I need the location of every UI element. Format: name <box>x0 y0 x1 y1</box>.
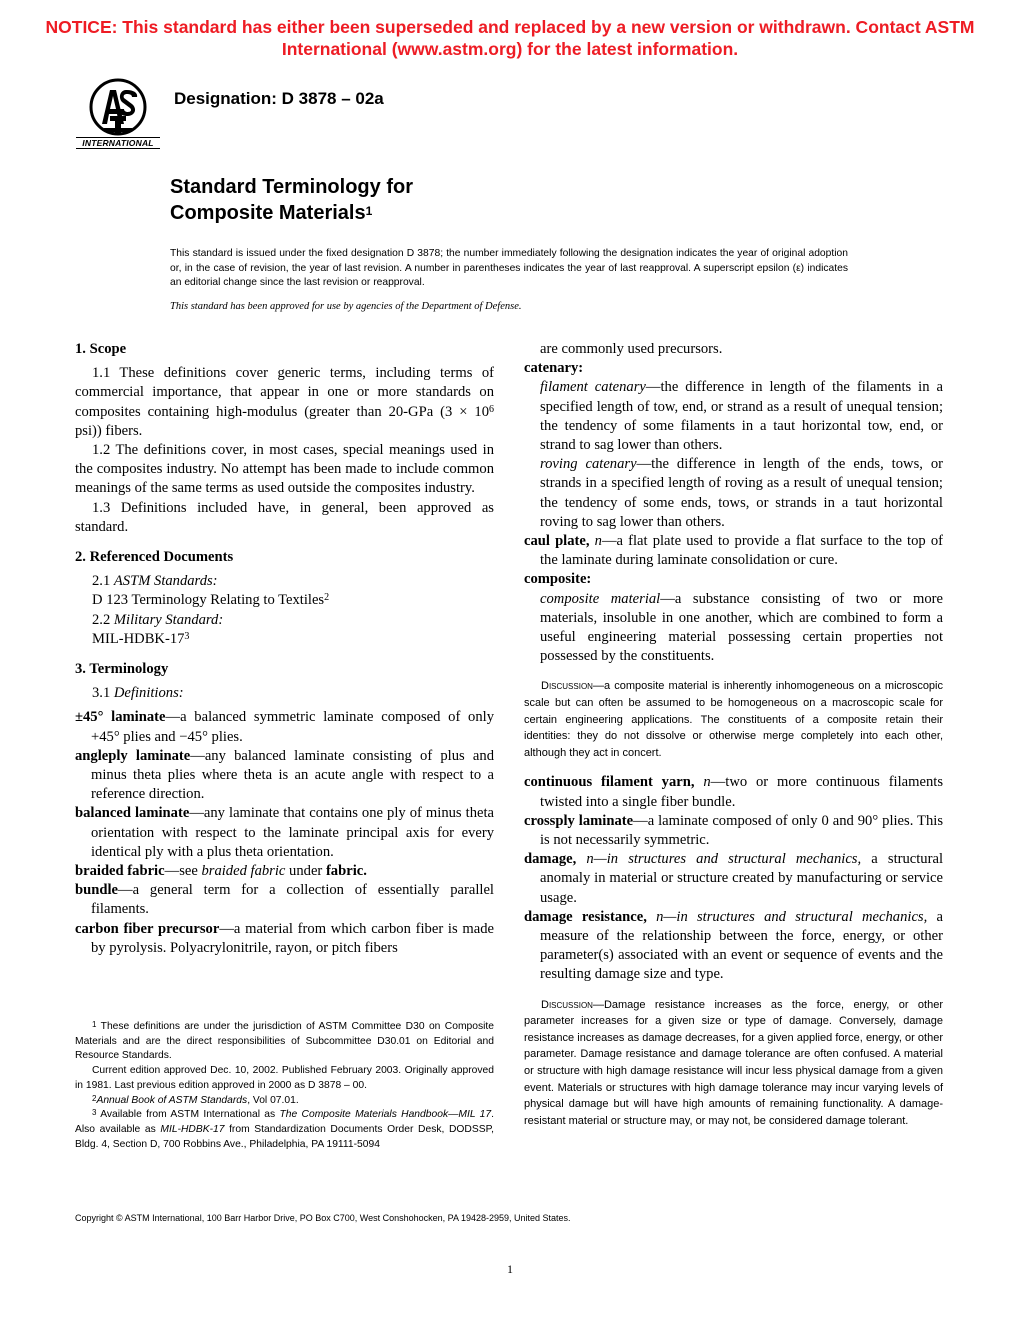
scope-p3: 1.3 Definitions included have, in general, been approved as standard. <box>75 499 494 535</box>
precursor-continuation: are commonly used precursors. <box>540 341 723 357</box>
document-title <box>170 174 413 226</box>
footnote-2: $^2$Annual Book of ASTM Standards, Vol 07.01. <box>92 1093 299 1106</box>
term-angleply-laminate: angleply laminate—any balanced laminate consisting of plus and minus theta plies where theta is an acute angle with respect to a reference direction. <box>75 747 494 803</box>
title-footnote-mark: 1 <box>365 204 373 218</box>
term-bundle: bundle—a general term for a collection of essentially parallel filaments. <box>75 882 494 918</box>
notice-line-2: International (www.astm.org) for the latest information. <box>281 39 739 59</box>
term-balanced-laminate: balanced laminate—any laminate that contains one ply of minus theta orientation with respect to the laminate principal axis for every identical ply with a plus theta orientation. <box>75 805 494 860</box>
notice-line-1: NOTICE: This standard has either been superseded and replaced by a new version or withdrawn. Contact ASTM <box>45 17 975 37</box>
term-caul-plate: caul plate, n—a flat plate used to provide a flat surface to the top of the laminate during laminate consolidation or cure. <box>524 533 943 569</box>
term-damage-resistance: damage resistance, n—in structures and structural mechanics, a measure of the relationship between the force, energy, or other parameter(s) associated with an event or sequence of events and the resulting damage size and type. <box>524 908 943 983</box>
withdrawn-notice <box>40 16 980 60</box>
footnotes <box>75 1020 494 1152</box>
designation: Designation: D 3878 – 02a <box>174 89 384 108</box>
scope-heading: 1. Scope <box>75 341 127 357</box>
ref-astm-label: 2.1 ASTM Standards: <box>92 573 218 590</box>
footnote-3: $^3$ Available from ASTM International as The Composite Materials Handbook—MIL 17. Also available as MIL-HDBK-17 from Standardization Documents Order Desk, DODSSP, Bldg. 4, Section D, 700 Robbins Ave., Philadelphia, PA 19111-5094 <box>75 1108 494 1150</box>
ref-military-item: MIL-$HDBK-17^3$ <box>92 630 190 647</box>
term-composite-material: composite material—a substance consisting of two or more materials, insoluble in one another, which are combined to form a useful engineering material possessing certain properties not possessed by the constituents. <box>540 590 944 665</box>
copyright-notice: Copyright © ASTM International, 100 Barr Harbor Drive, PO Box C700, West Conshohocken, PA 19428-2959, United States. <box>75 1213 571 1223</box>
term-continuous-filament-yarn: continuous filament yarn, n—two or more continuous filaments twisted into a single fiber bundle. <box>524 774 944 810</box>
right-column <box>524 340 943 1139</box>
logo-international-text: INTERNATIONAL <box>76 137 160 149</box>
page-number: 1 <box>507 1262 513 1276</box>
term-roving-catenary: roving catenary—the difference in length of the ends, tows, or strands in a specified length of roving as a result of unequal tension; the tendency of some ends, tows, or strands in a taut horizontal roving to sag lower than others. <box>540 456 943 530</box>
definitions-label: 3.1 Definitions: <box>92 685 184 702</box>
ref-military-label: 2.2 Military Standard: <box>92 611 224 628</box>
left-column <box>75 340 494 958</box>
title-line-2 <box>170 200 413 226</box>
catenary-heading: catenary: <box>524 360 584 377</box>
ref-astm-item: D 123 Terminology Relating to Textiles$^2$ <box>92 592 330 609</box>
term-damage: damage, n—in structures and structural mechanics, a structural anomaly in material or structure created by manufacturing or service usage. <box>524 851 943 906</box>
term-filament-catenary: filament catenary—the difference in length of the filaments in a specified length of tow, end, or strand as a result of unequal tension; the tendency of some filaments in a taut horizontal tow, end, or strand to sag lower than others. <box>540 379 943 454</box>
issued-note: This standard is issued under the fixed designation D 3878; the number immediately following the designation indicates the year of original adoption or, in the case of revision, the year of last revision. A number in parentheses indicates the year of last reapproval. A superscript epsilon (ε) indicates an editorial change since the last revision or reapproval. <box>170 248 848 289</box>
title-text-2: Composite Materials <box>170 202 366 224</box>
discussion-damage-resistance: Discussion—Damage resistance increases as the force, energy, or other parameter increases for a given size or type of damage. Conversely, damage resistance increases as damage decreases, for a given applied force, energy, or other parameter. Damage resistance and damage tolerance are often confused. A material or structure with high damage resistance will incur less physical damage from a given event. Materials or structures with high damage tolerance may incur varying levels of physical damage but will have high amounts of remaining functionality. A damage-resistant material or structure may, or may not, be considered damage tolerant. <box>524 998 943 1127</box>
scope-p1: 1.1 These definitions cover generic terms, including terms of commercial importance, that appear in one or more standards on composites containing high-modulus (greater than 20-GPa ($3 \times 10^6$ psi)) fibers. <box>75 365 494 439</box>
astm-logo-icon <box>74 76 162 152</box>
referenced-heading: 2. Referenced Documents <box>75 549 234 566</box>
scope-p2: 1.2 The definitions cover, in most cases, special meanings used in the composites industry. No attempt has been made to include common meanings of the same terms as used outside the composites industry. <box>75 442 494 497</box>
composite-heading: composite: <box>524 571 592 588</box>
title-line-1: Standard Terminology for <box>170 176 413 198</box>
term-crossply-laminate: crossply laminate—a laminate composed of only 0 and 90° plies. This is not necessarily symmetric. <box>524 812 943 849</box>
footnote-1: $^1$ These definitions are under the jurisdiction of ASTM Committee D30 on Composite Materials and are the direct responsibilities of Subcommittee D30.01 on Editorial and Resource Standards. <box>75 1020 494 1062</box>
term-braided-fabric: braided fabric—see braided fabric under fabric. <box>75 863 367 880</box>
term-carbon-fiber-precursor: carbon fiber precursor—a material from which carbon fiber is made by pyrolysis. Polyacrylonitrile, rayon, or pitch fibers <box>75 920 495 956</box>
term-45-laminate: ±45° laminate—a balanced symmetric laminate composed of only +45° plies and −45° plies. <box>75 709 494 745</box>
approved-note: This standard has been approved for use by agencies of the Department of Defense. <box>170 301 522 312</box>
discussion-composite: Discussion—a composite material is inherently inhomogeneous on a microscopic scale but can often be assumed to be homogeneous on a macroscopic scale for certain engineering applications. The constituents of a composite retain their identities: they do not dissolve or otherwise merge completely into each other, although they act in concert. <box>524 680 943 759</box>
footnote-1b: Current edition approved Dec. 10, 2002. Published February 2003. Originally approved in 1981. Last previous edition approved in 2000 as D 3878 – 00. <box>75 1065 494 1091</box>
terminology-heading: 3. Terminology <box>75 661 169 678</box>
